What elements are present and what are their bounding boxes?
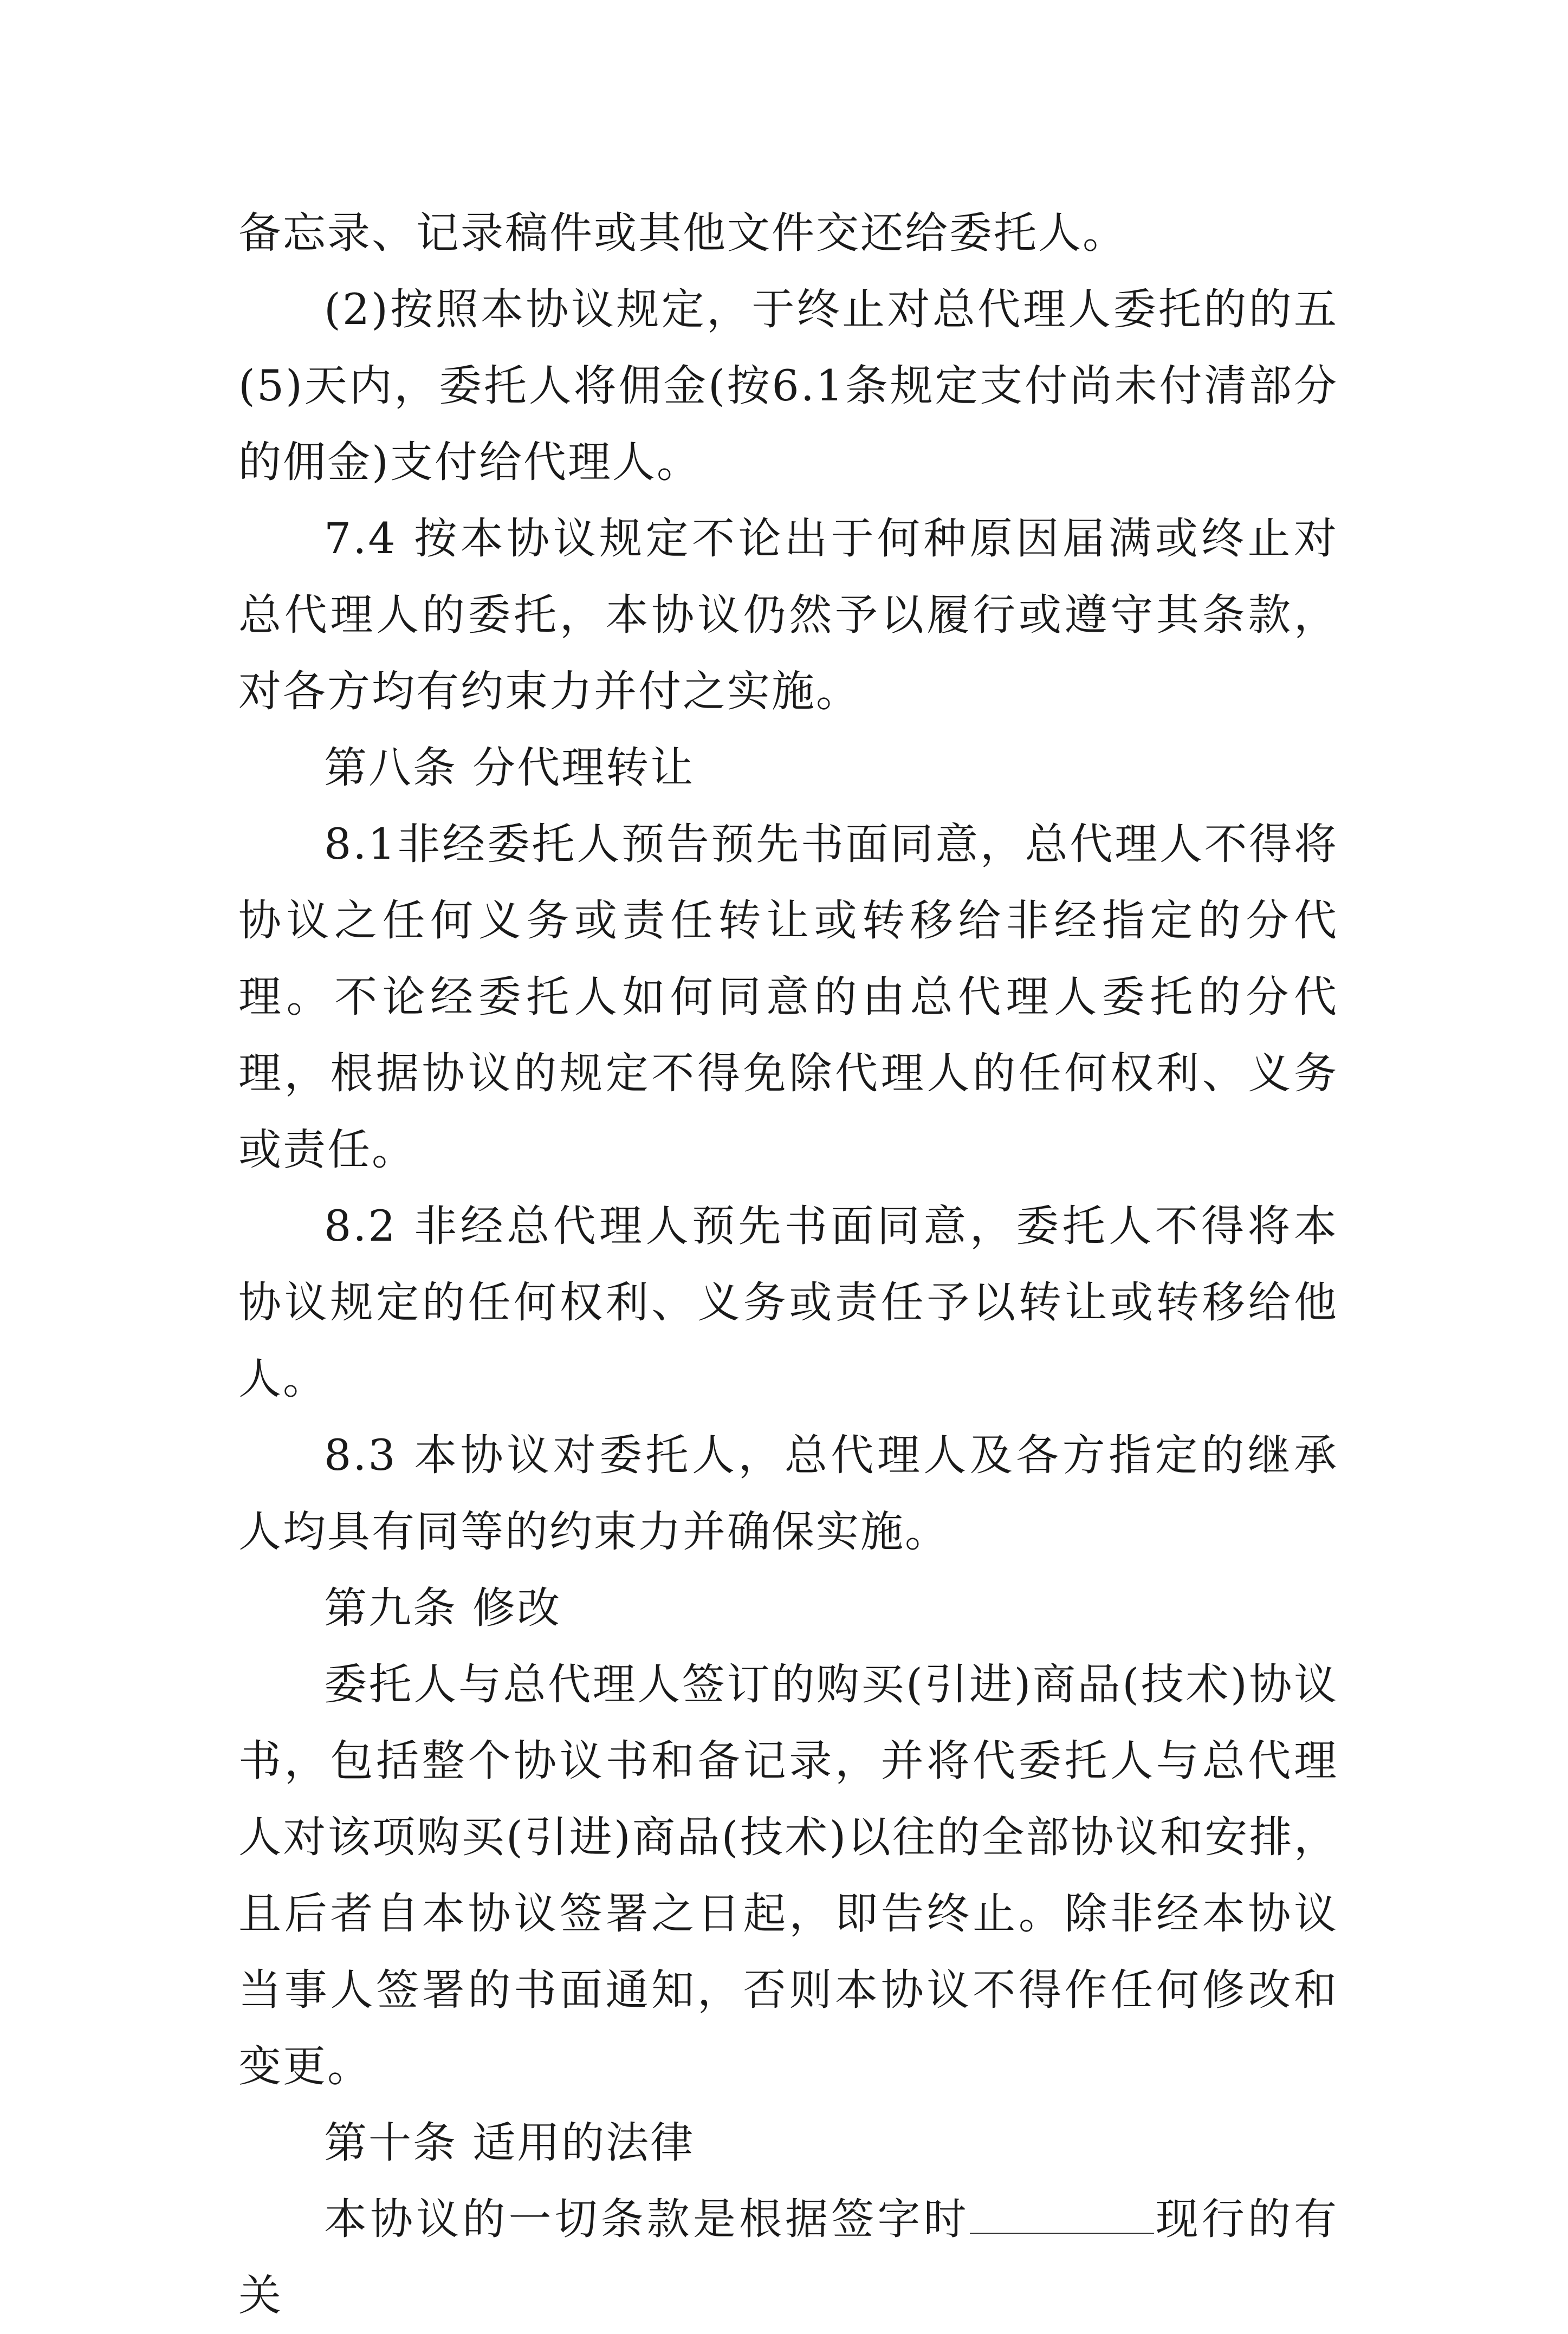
paragraph-article-9-body: 委托人与总代理人签订的购买(引进)商品(技术)协议书，包括整个协议书和备记录，并将代委托人与总代理人对该项购买(引进)商品(技术)以往的全部协议和安排，且后者自本协议签署之日起，即告终止。除非经本协议当事人签署的书面通知，否则本协议不得作任何修改和变更。 [238, 1659, 1338, 2091]
fill-in-blank [970, 2200, 1154, 2234]
paragraph-8-2: 8.2 非经总代理人预先书面同意，委托人不得将本协议规定的任何权利、义务或责任予以转让或转移给他人。 [238, 1201, 1338, 1404]
paragraph-8-3: 8.3 本协议对委托人，总代理人及各方指定的继承人均具有同等的约束力并确保实施。 [238, 1430, 1338, 1557]
document-body [238, 195, 1338, 2334]
paragraph-8-1: 8.1非经委托人预告预先书面同意，总代理人不得将协议之任何义务或责任转让或转移给非经指定的分代理。不论经委托人如何同意的由总代理人委托的分代理，根据协议的规定不得免除代理人的任何权利、义务或责任。 [238, 819, 1338, 1175]
text-before-blank: 本协议的一切条款是根据签字时 [324, 2194, 970, 2244]
paragraph-7-3-2: (2)按照本协议规定，于终止对总代理人委托的的五(5)天内，委托人将佣金(按6.1条规定支付尚未付清部分的佣金)支付给代理人。 [238, 284, 1338, 487]
text-after-blank: 现行的有关 [238, 2194, 1339, 2320]
heading-article-10: 第十条 适用的法律 [324, 2118, 695, 2168]
paragraph-7-4: 7.4 按本协议规定不论出于何种原因届满或终止对总代理人的委托，本协议仍然予以履行或遵守其条款，对各方均有约束力并付之实施。 [238, 514, 1338, 716]
heading-article-8: 第八条 分代理转让 [324, 743, 695, 793]
paragraph-continuation: 备忘录、记录稿件或其他文件交还给委托人。 [238, 208, 1127, 258]
paragraph-article-10-body [238, 2181, 1338, 2334]
heading-article-9: 第九条 修改 [324, 1583, 562, 1633]
